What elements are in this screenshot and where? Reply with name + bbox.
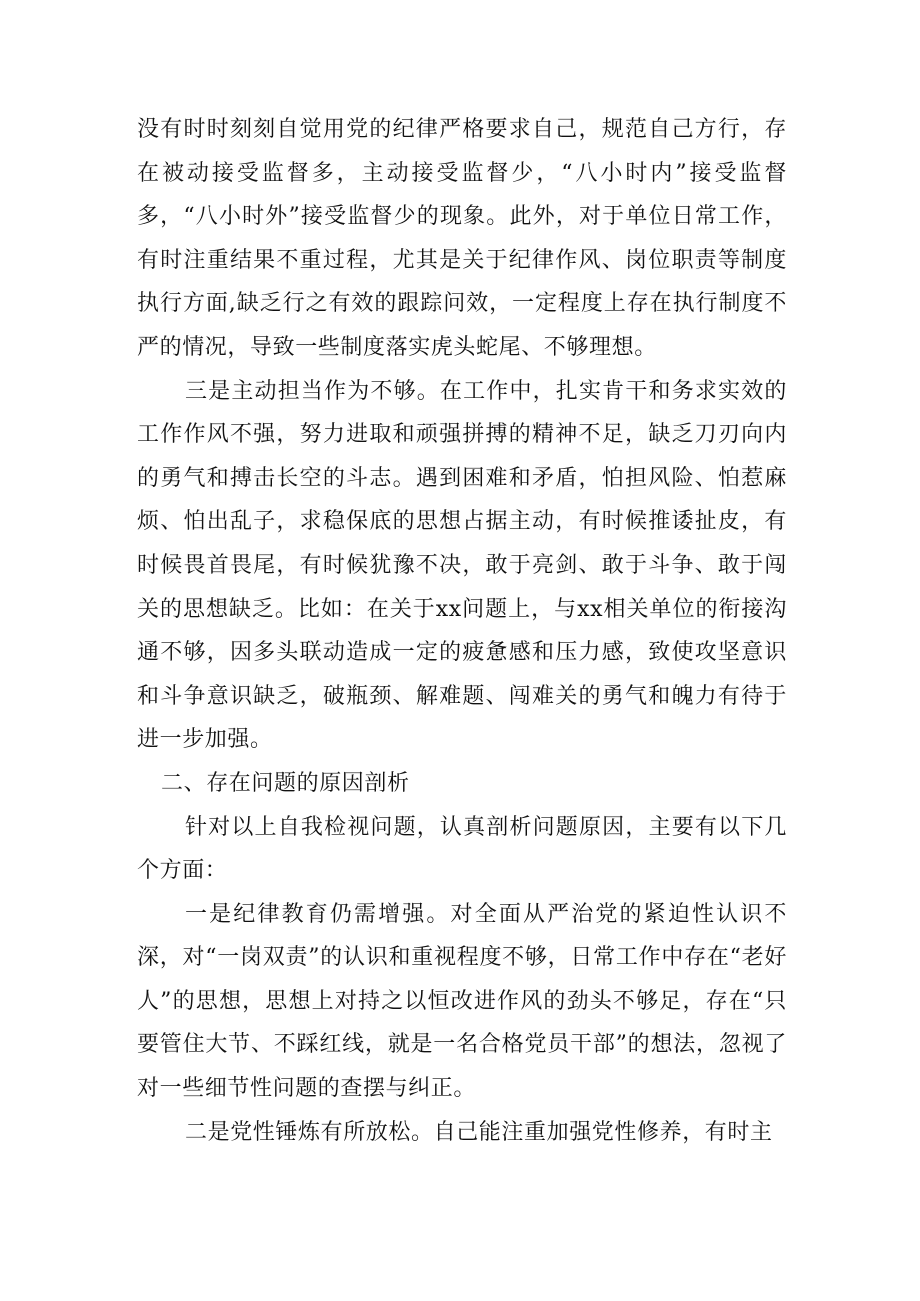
document-body: [137, 108, 787, 1154]
paragraph-continuation: 没有时时刻刻自觉用党的纪律严格要求自己，规范自己方行，存在被动接受监督多，主动接受监督少，“八小时内”接受监督多，“八小时外”接受监督少的现象。此外，对于单位日常工作，有时注重结果不重过程，尤其是关于纪律作风、岗位职责等制度执行方面,缺乏行之有效的跟踪问效，一定程度上存在执行制度不严的情况，导致一些制度落实虎头蛇尾、不够理想。: [137, 117, 787, 360]
paragraph-cause-two: 二是党性锤炼有所放松。自己能注重加强党性修养，有时主: [185, 1119, 773, 1145]
paragraph-intro: 针对以上自我检视问题，认真剖析问题原因，主要有以下几个方面：: [137, 814, 787, 884]
paragraph-point-three: 三是主动担当作为不够。在工作中，扎实肯干和务求实效的工作作风不强，努力进取和顽强拼搏的精神不足，缺乏刀刃向内的勇气和搏击长空的斗志。遇到困难和矛盾，怕担风险、怕惹麻烦、怕出乱子，求稳保底的思想占据主动，有时候推诿扯皮，有时候畏首畏尾，有时候犹豫不决，敢于亮剑、敢于斗争、敢于闯关的思想缺乏。比如：在关于xx问题上，与xx相关单位的衔接沟通不够，因多头联动造成一定的疲惫感和压力感，致使攻坚意识和斗争意识缺乏，破瓶颈、解难题、闯难关的勇气和魄力有待于进一步加强。: [137, 378, 787, 753]
section-heading-cause-analysis: 二、存在问题的原因剖析: [161, 770, 410, 796]
paragraph-cause-one: 一是纪律教育仍需增强。对全面从严治党的紧迫性认识不深，对“一岗双责”的认识和重视程度不够，日常工作中存在“老好人”的思想，思想上对持之以恒改进作风的劲头不够足，存在“只要管住大节、不踩红线，就是一名合格党员干部”的想法，忽视了对一些细节性问题的查摆与纠正。: [137, 901, 787, 1102]
